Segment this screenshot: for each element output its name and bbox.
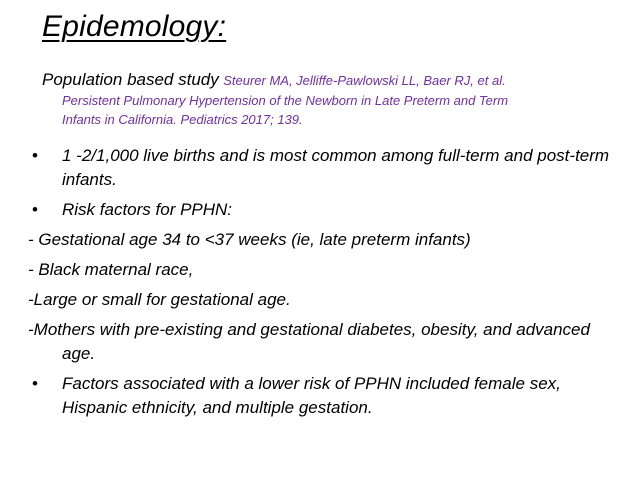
- slide-body: [28, 144, 618, 426]
- bullet-lower-risk-factors: [28, 372, 618, 420]
- risk-gestational-age: - Gestational age 34 to <37 weeks (ie, late preterm infants): [28, 230, 471, 249]
- bullet-risk-factors: [28, 198, 618, 222]
- citation-reference: Steurer MA, Jelliffe-Pawlowski LL, Baer RJ, et al.: [223, 73, 506, 88]
- bullet-dot: •: [32, 200, 38, 219]
- bullet-text: Risk factors for PPHN:: [62, 200, 233, 219]
- risk-maternal-race: - Black maternal race,: [28, 260, 194, 279]
- citation-lead: Population based study: [42, 70, 219, 89]
- citation-reference-line-3: Infants in California. Pediatrics 2017; 139.: [62, 112, 303, 127]
- bullet-text: Factors associated with a lower risk of PPHN included female sex, Hispanic ethnicity, and multiple gestation.: [62, 374, 561, 417]
- risk-maternal-conditions: -Mothers with pre-existing and gestational diabetes, obesity, and advanced age.: [28, 320, 590, 363]
- bullet-dot: •: [32, 374, 38, 393]
- citation: [42, 70, 602, 129]
- bullet-dot: •: [32, 146, 38, 165]
- bullet-text: 1 -2/1,000 live births and is most common among full-term and post-term infants.: [62, 146, 610, 189]
- bullet-incidence: [28, 144, 618, 192]
- risk-size-for-age: -Large or small for gestational age.: [28, 290, 291, 309]
- citation-reference-line-2: Persistent Pulmonary Hypertension of the Newborn in Late Preterm and Term: [62, 93, 509, 108]
- slide-title: Epidemology:: [42, 10, 227, 43]
